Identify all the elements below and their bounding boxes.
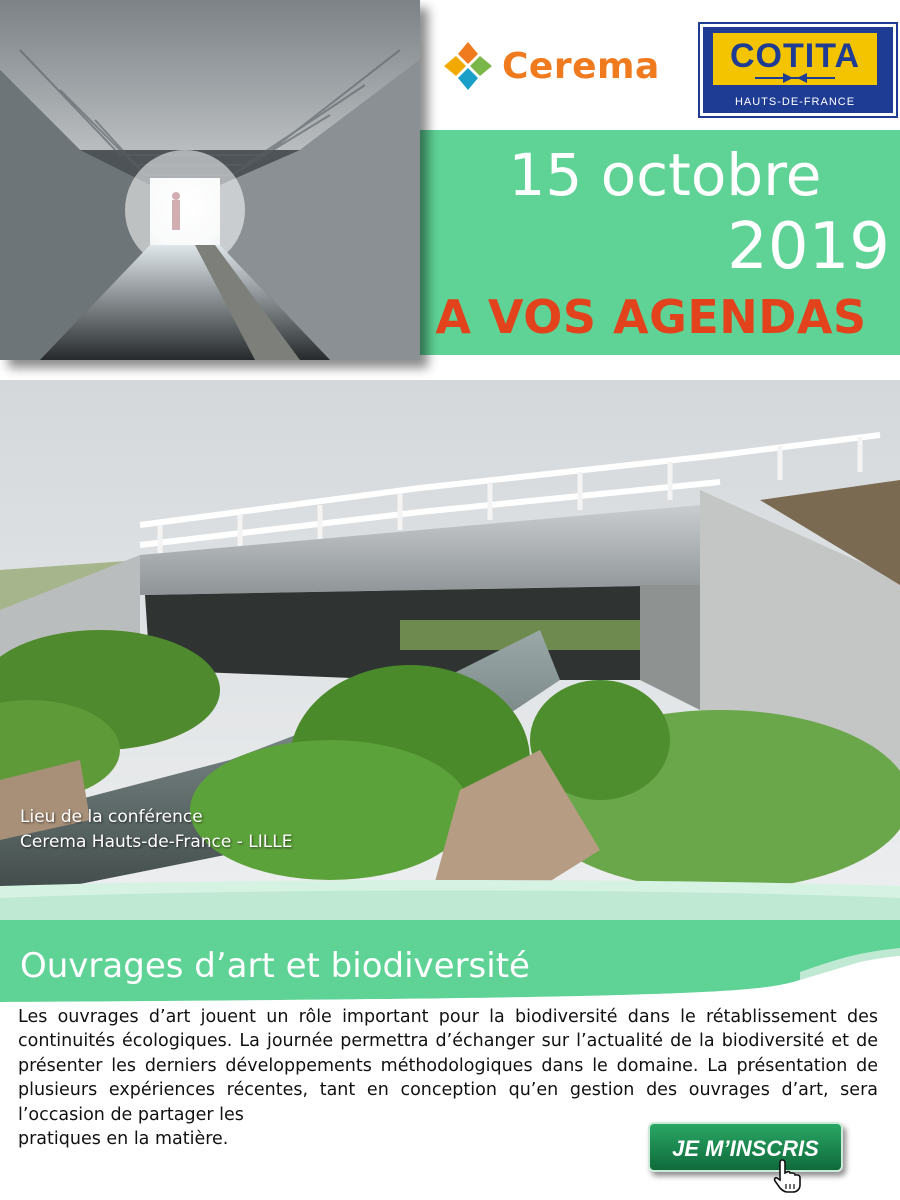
- double-arrow-icon: [753, 73, 837, 83]
- cerema-logo: [440, 38, 680, 98]
- cerema-cross-icon: [440, 38, 496, 94]
- cerema-wordmark: Cerema: [502, 46, 660, 87]
- cotita-logo: [700, 24, 896, 116]
- venue-place: Cerema Hauts-de-France - LILLE: [20, 832, 293, 852]
- venue-label: Lieu de la conférence: [20, 807, 203, 827]
- event-date-day: 15 octobre: [508, 141, 822, 209]
- tunnel-photo: [0, 0, 420, 360]
- cotita-region: HAUTS-DE-FRANCE: [734, 96, 856, 108]
- signup-button[interactable]: JE M’INSCRIS: [648, 1122, 843, 1172]
- cotita-wordmark: COTITA: [729, 37, 860, 75]
- description-main: Les ouvrages d’art jouent un rôle important pour la biodiversité dans le rétablissement des continuités écologiques. La journée permettra d’échanger sur l’actualité de la biodiversité et de présenter les derniers développements méthodologiques dans le domaine. La présentation de plusieurs expériences récentes, tant en conception qu’en gestion des ouvrages d’art, sera l’occasion de partager les: [18, 1007, 878, 1125]
- event-date-year: 2019: [727, 210, 890, 284]
- page-title: Ouvrages d’art et biodiversité: [20, 946, 530, 986]
- description-end: pratiques en la matière.: [18, 1129, 229, 1150]
- save-the-date-heading: A VOS AGENDAS: [435, 290, 867, 344]
- venue-info: [20, 805, 400, 855]
- hand-pointer-icon: [772, 1158, 802, 1194]
